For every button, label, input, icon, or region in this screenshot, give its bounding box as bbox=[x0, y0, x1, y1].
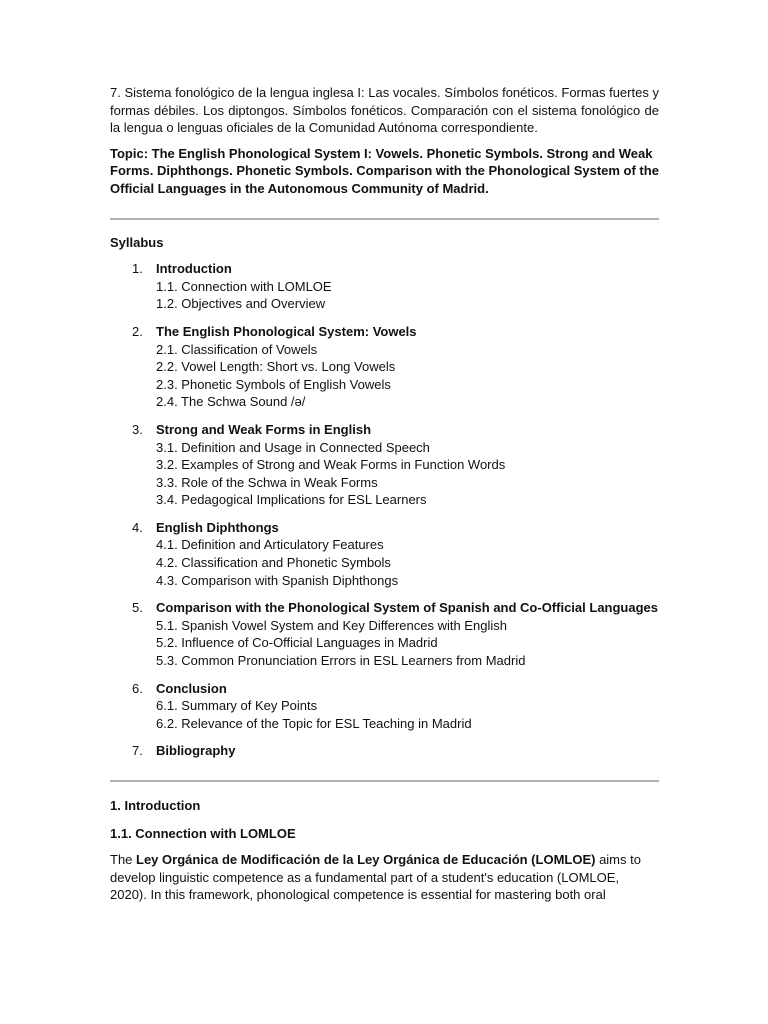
section-title: Conclusion bbox=[156, 680, 227, 696]
subsection-list bbox=[156, 617, 659, 670]
syllabus-section bbox=[110, 742, 659, 760]
subsection-item: 3.2. Examples of Strong and Weak Forms in Function Words bbox=[156, 457, 506, 473]
section-title: Strong and Weak Forms in English bbox=[156, 421, 372, 437]
section-number: 7. bbox=[132, 743, 143, 759]
section-number: 2. bbox=[132, 323, 143, 339]
syllabus-list bbox=[110, 260, 659, 760]
syllabus-section bbox=[110, 421, 659, 509]
subsection-item: 5.3. Common Pronunciation Errors in ESL Learners from Madrid bbox=[156, 653, 526, 669]
subsection-list bbox=[156, 439, 659, 509]
section-number: 6. bbox=[132, 680, 143, 696]
subsection-item: 1.2. Objectives and Overview bbox=[156, 296, 326, 312]
subsection-item: 4.3. Comparison with Spanish Diphthongs bbox=[156, 572, 399, 588]
subsection-list bbox=[156, 697, 659, 732]
syllabus-section bbox=[110, 599, 659, 669]
syllabus-section bbox=[110, 519, 659, 589]
subsection-item: 3.1. Definition and Usage in Connected Speech bbox=[156, 439, 430, 455]
syllabus-section bbox=[110, 260, 659, 313]
subsection-item: 4.1. Definition and Articulatory Features bbox=[156, 537, 384, 553]
subsection-list bbox=[156, 278, 659, 313]
syllabus-section bbox=[110, 323, 659, 411]
subsection-heading: 1.1. Connection with LOMLOE bbox=[110, 825, 296, 841]
body-paragraph bbox=[110, 851, 659, 904]
subsection-item: 3.4. Pedagogical Implications for ESL Learners bbox=[156, 492, 427, 508]
syllabus-section bbox=[110, 680, 659, 733]
subsection-item: 6.1. Summary of Key Points bbox=[156, 698, 318, 714]
divider bbox=[110, 780, 659, 782]
subsection-item: 2.2. Vowel Length: Short vs. Long Vowels bbox=[156, 359, 396, 375]
section-title: The English Phonological System: Vowels bbox=[156, 323, 417, 339]
subsection-list bbox=[156, 341, 659, 411]
subsection-item: 5.2. Influence of Co-Official Languages in Madrid bbox=[156, 635, 438, 651]
document-content bbox=[110, 84, 659, 904]
body-bold-text: Ley Orgánica de Modificación de la Ley Orgánica de Educación (LOMLOE) bbox=[136, 852, 596, 868]
section-title: Bibliography bbox=[156, 743, 236, 759]
section-title: English Diphthongs bbox=[156, 519, 279, 535]
divider bbox=[110, 218, 659, 220]
section-title: Introduction bbox=[156, 261, 232, 277]
spanish-title-paragraph: 7. Sistema fonológico de la lengua inglesa I: Las vocales. Símbolos fonéticos. Formas fuertes y formas débiles. Los diptongos. Símbolos fonéticos. Comparación con el sistema fonológico de la lengua o lenguas oficiales de la Comunidad Autónoma correspondiente. bbox=[110, 85, 659, 136]
subsection-item: 6.2. Relevance of the Topic for ESL Teaching in Madrid bbox=[156, 715, 472, 731]
section-number: 3. bbox=[132, 421, 143, 437]
subsection-item: 2.3. Phonetic Symbols of English Vowels bbox=[156, 376, 391, 392]
section-title: Comparison with the Phonological System of Spanish and Co-Official Languages bbox=[156, 600, 658, 616]
subsection-item: 5.1. Spanish Vowel System and Key Differences with English bbox=[156, 617, 507, 633]
subsection-item: 2.1. Classification of Vowels bbox=[156, 341, 318, 357]
subsection-item: 2.4. The Schwa Sound /ə/ bbox=[156, 394, 306, 410]
syllabus-heading: Syllabus bbox=[110, 234, 164, 250]
section-heading: 1. Introduction bbox=[110, 798, 201, 813]
subsection-item: 3.3. Role of the Schwa in Weak Forms bbox=[156, 474, 378, 490]
subsection-list bbox=[156, 536, 659, 589]
section-number: 5. bbox=[132, 600, 143, 616]
section-number: 1. bbox=[132, 261, 143, 277]
body-rest-text: aims to develop linguistic competence as a fundamental part of a student's education (LOMLOE, 2020). In this framework, phonological competence is essential for mastering both oral bbox=[110, 852, 641, 903]
subsection-item: 4.2. Classification and Phonetic Symbols bbox=[156, 555, 391, 571]
body-lead-text: The bbox=[110, 852, 137, 868]
topic-heading: Topic: The English Phonological System I: Vowels. Phonetic Symbols. Strong and Weak Forms. Diphthongs. Phonetic Symbols. Comparison with the Phonological System of the Official Languages in the Autonomous Community of Madrid. bbox=[110, 145, 659, 196]
subsection-item: 1.1. Connection with LOMLOE bbox=[156, 278, 332, 294]
section-number: 4. bbox=[132, 519, 143, 535]
